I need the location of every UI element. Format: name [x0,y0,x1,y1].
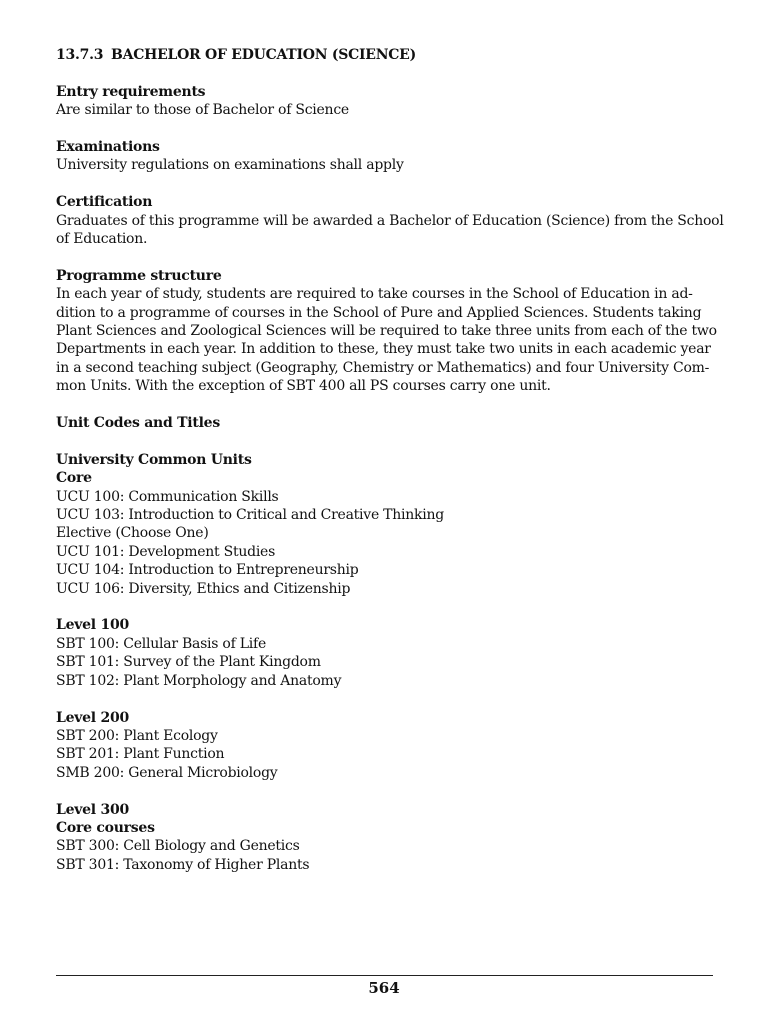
unit-item: UCU 106: Diversity, Ethics and Citizenship [56,580,351,597]
unit-item: SBT 100: Cellular Basis of Life [56,635,266,652]
entry-requirements-text: Are similar to those of Bachelor of Science [56,102,349,119]
unit-codes-heading: Unit Codes and Titles [56,415,220,432]
unit-item: SMB 200: General Microbiology [56,764,278,781]
examinations-heading: Examinations [56,139,160,155]
unit-item: SBT 301: Taxonomy of Higher Plants [56,856,310,873]
common-elective-heading: Elective (Choose One) [56,525,209,542]
footer-divider [56,975,713,976]
common-core-heading: Core [56,470,92,487]
level-300-heading: Level 300 [56,801,129,818]
unit-item: SBT 300: Cell Biology and Genetics [56,838,300,855]
programme-structure-heading: Programme structure [56,267,222,284]
section-number: 13.7.3 [56,47,104,63]
common-units-heading: University Common Units [56,451,252,468]
unit-item: SBT 101: Survey of the Plant Kingdom [56,654,321,671]
unit-item: UCU 103: Introduction to Critical and Creative Thinking [56,507,444,524]
programme-structure-line: dition to a programme of courses in the School of Pure and Applied Sciences. Students taking [56,304,702,321]
level-300-core-heading: Core courses [56,819,155,836]
section-heading [56,46,716,64]
unit-item: UCU 100: Communication Skills [56,488,279,505]
programme-structure-line: mon Units. With the exception of SBT 400 all PS courses carry one unit. [56,378,551,395]
examinations-text: University regulations on examinations shall apply [56,157,404,174]
page-number: 564 [368,979,400,997]
certification-text-line: of Education. [56,231,148,248]
entry-requirements-heading: Entry requirements [56,83,206,100]
level-200-heading: Level 200 [56,709,129,726]
programme-structure-line: in a second teaching subject (Geography, Chemistry or Mathematics) and four University Com- [56,359,710,376]
unit-item: SBT 200: Plant Ecology [56,727,218,744]
unit-item: SBT 201: Plant Function [56,746,225,763]
certification-heading: Certification [56,194,153,211]
unit-item: UCU 101: Development Studies [56,543,276,560]
level-100-heading: Level 100 [56,617,129,634]
unit-item: SBT 102: Plant Morphology and Anatomy [56,672,342,689]
certification-text-line: Graduates of this programme will be awarded a Bachelor of Education (Science) from the School [56,212,724,229]
programme-structure-line: Departments in each year. In addition to these, they must take two units in each academic year [56,341,711,358]
programme-structure-line: In each year of study, students are required to take courses in the School of Education in ad- [56,286,693,303]
section-title: BACHELOR OF EDUCATION (SCIENCE) [111,47,416,63]
document-page [56,46,724,874]
unit-item: UCU 104: Introduction to Entrepreneurship [56,562,359,579]
programme-structure-line: Plant Sciences and Zoological Sciences will be required to take three units from each of the two [56,323,717,340]
